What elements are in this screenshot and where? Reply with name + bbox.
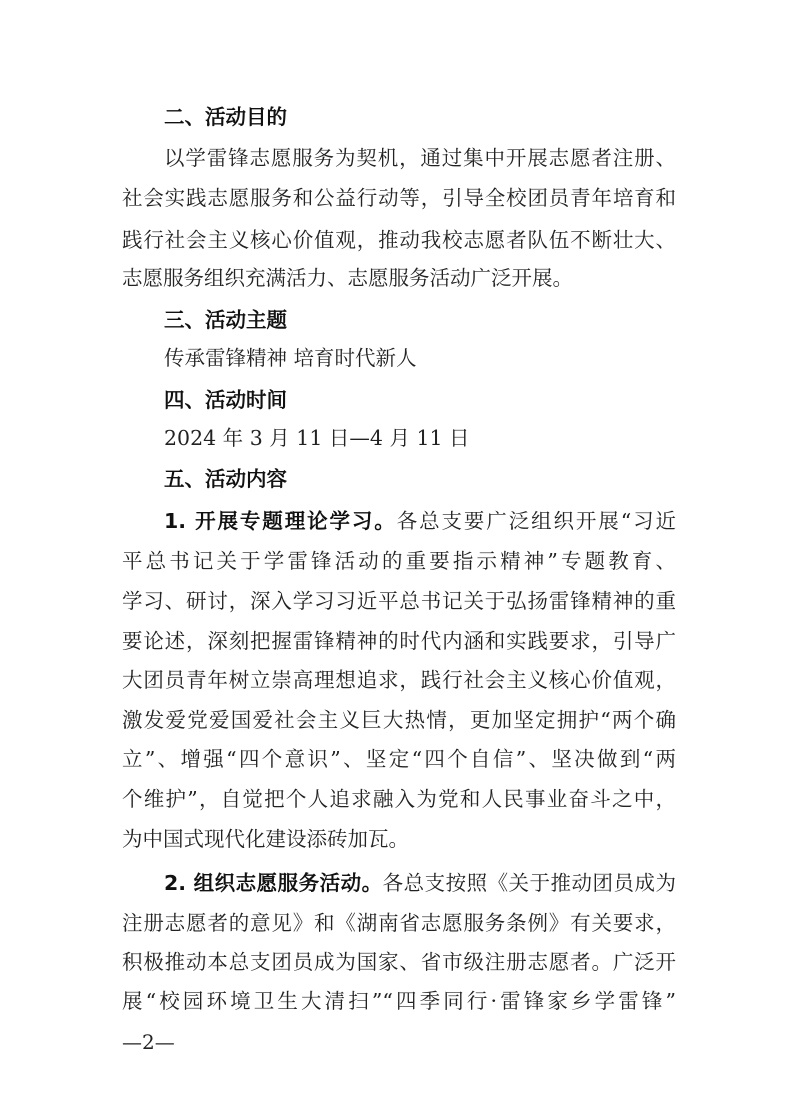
paragraph-line: 为中国式现代化建设添砖加瓦。	[122, 827, 409, 851]
paragraph-line: 学习、研讨，深入学习习近平总书记关于弘扬雷锋精神的重	[122, 589, 676, 613]
heading-time: 四、活动时间	[164, 388, 287, 412]
paragraph-line: 展“校园环境卫生大清扫”“四季同行·雷锋家乡学雷锋”	[122, 989, 676, 1013]
paragraph-line: 志愿服务组织充满活力、志愿服务活动广泛开展。	[122, 266, 573, 290]
paragraph-line: 以学雷锋志愿服务为契机，通过集中开展志愿者注册、	[164, 146, 676, 170]
time-text: 2024 年 3 月 11 日—4 月 11 日	[164, 426, 470, 450]
paragraph-line: 大团员青年树立崇高理想追求，践行社会主义核心价值观，	[122, 668, 676, 692]
paragraph-line: 社会实践志愿服务和公益行动等，引导全校团员青年培育和	[122, 186, 676, 210]
item2-title: 2. 组织志愿服务活动。	[164, 871, 383, 895]
theme-text: 传承雷锋精神 培育时代新人	[164, 346, 417, 370]
heading-theme: 三、活动主题	[164, 308, 287, 332]
item2-first-line	[164, 870, 676, 896]
item2-text: 各总支按照《关于推动团员成为	[382, 871, 676, 895]
page-number: —2—	[122, 1030, 175, 1054]
heading-content: 五、活动内容	[164, 467, 287, 491]
paragraph-line: 个维护”，自觉把个人追求融入为党和人民事业奋斗之中，	[122, 787, 676, 811]
heading-purpose: 二、活动目的	[164, 105, 287, 129]
paragraph-line: 注册志愿者的意见》和《湖南省志愿服务条例》有关要求，	[122, 911, 676, 935]
paragraph-line: 立”、增强“四个意识”、坚定“四个自信”、坚决做到“两	[122, 747, 676, 771]
paragraph-line: 激发爱党爱国爱社会主义巨大热情，更加坚定拥护“两个确	[122, 708, 676, 732]
paragraph-line: 践行社会主义核心价值观，推动我校志愿者队伍不断壮大、	[122, 228, 676, 252]
paragraph-line: 积极推动本总支团员成为国家、省市级注册志愿者。广泛开	[122, 950, 676, 974]
paragraph-line: 平总书记关于学雷锋活动的重要指示精神”专题教育、	[122, 549, 676, 573]
item1-first-line	[164, 508, 676, 534]
item1-title: 1. 开展专题理论学习。	[164, 509, 397, 533]
item1-text: 各总支要广泛组织开展“习近	[396, 509, 676, 533]
paragraph-line: 要论述，深刻把握雷锋精神的时代内涵和实践要求，引导广	[122, 629, 676, 653]
